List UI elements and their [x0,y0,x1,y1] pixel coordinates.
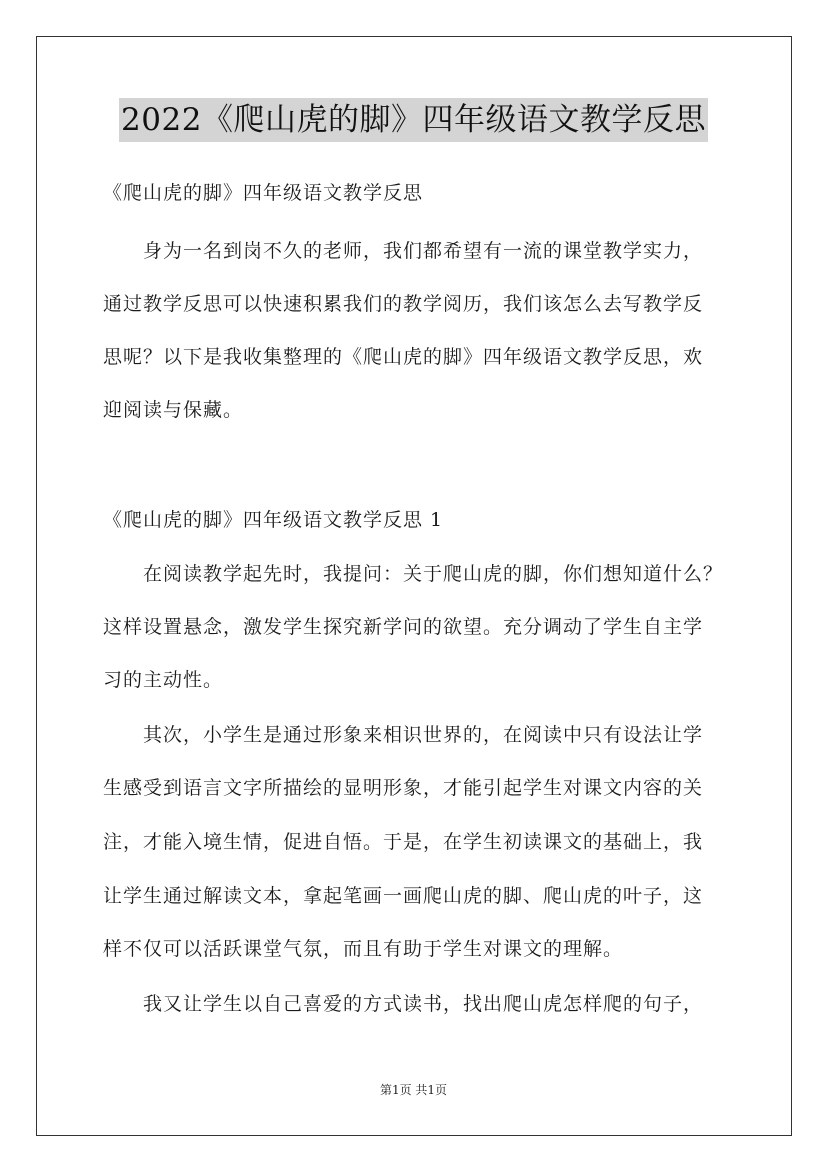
para3-line: 我又让学生以自己喜爱的方式读书，找出爬山虎怎样爬的句子， [143,993,704,1015]
intro-line: 迎阅读与保藏。 [103,399,244,421]
para1-line: 这样设置悬念，激发学生探究新学问的欲望。充分调动了学生自主学 [103,616,704,638]
para2-line: 注，才能入境生情，促进自悟。于是，在学生初读课文的基础上，我 [103,831,704,853]
title-wrap [0,98,827,142]
para1-line: 习的主动性。 [103,669,224,691]
page-footer: 第1页 共1页 [379,1083,448,1097]
para2-line: 让学生通过解读文本，拿起笔画一画爬山虎的脚、爬山虎的叶子，这 [103,885,704,907]
section-heading: 《爬山虎的脚》四年级语文教学反思 1 [103,509,444,531]
para1-line: 在阅读教学起先时，我提问：关于爬山虎的脚，你们想知道什么？ [143,563,724,585]
intro-line: 思呢？以下是我收集整理的《爬山虎的脚》四年级语文教学反思，欢 [103,346,704,368]
document-subtitle: 《爬山虎的脚》四年级语文教学反思 [103,182,424,204]
intro-line: 身为一名到岗不久的老师，我们都希望有一流的课堂教学实力， [143,240,704,262]
para2-line: 生感受到语言文字所描绘的显明形象，才能引起学生对课文内容的关 [103,777,704,799]
intro-line: 通过教学反思可以快速积累我们的教学阅历，我们该怎么去写教学反 [103,293,704,315]
para2-line: 样不仅可以活跃课堂气氛，而且有助于学生对课文的理解。 [103,938,624,960]
document-title: 2022《爬山虎的脚》四年级语文教学反思 [119,98,708,142]
para2-line: 其次，小学生是通过形象来相识世界的，在阅读中只有设法让学 [143,724,704,746]
